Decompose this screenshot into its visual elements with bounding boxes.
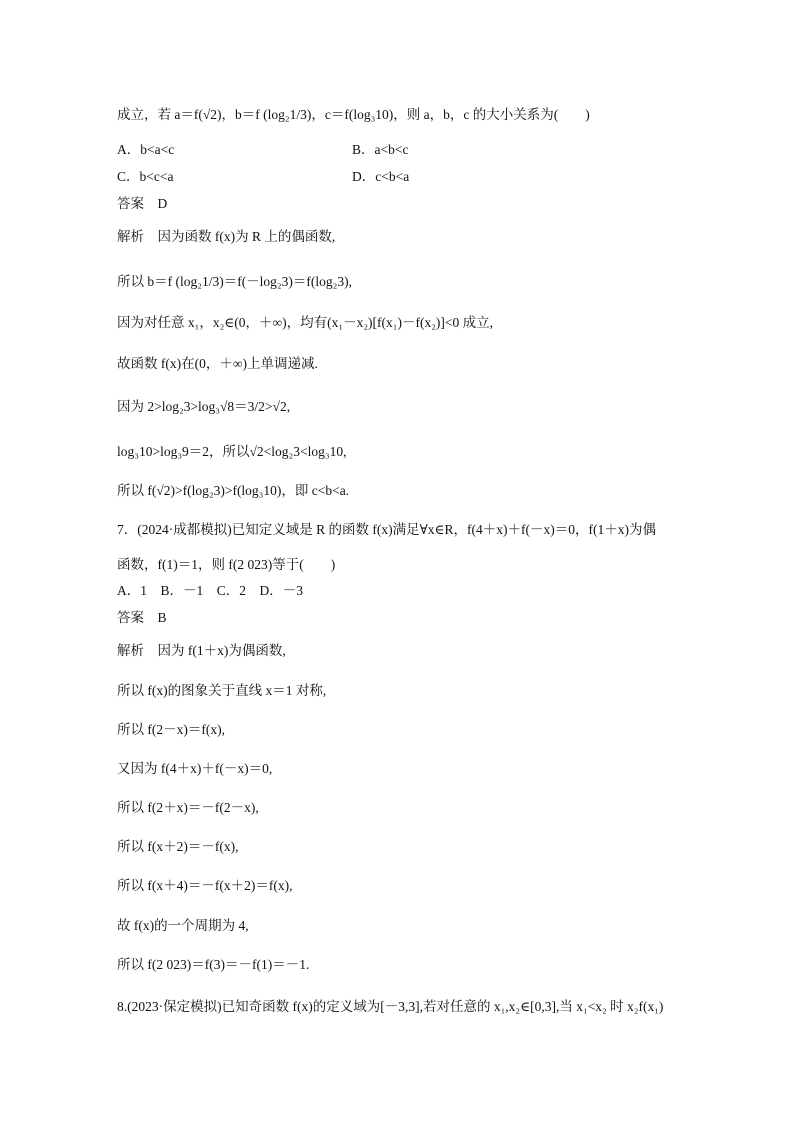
q7-analysis-line: 所以 f(x＋2)＝－f(x), bbox=[117, 839, 239, 854]
q7-analysis-line: 所以 f(x＋4)＝－f(x＋2)＝f(x), bbox=[117, 878, 293, 893]
q6-analysis-line: 解析 因为函数 f(x)为 R 上的偶函数, bbox=[117, 229, 336, 244]
q7-analysis-line: 所以 f(2＋x)＝－f(2－x), bbox=[117, 800, 259, 815]
q7-options: A．1 B．－1 C．2 D．－3 bbox=[117, 583, 304, 598]
q7-analysis-line: 所以 f(2－x)＝f(x), bbox=[117, 722, 225, 737]
q6-answer: 答案 D bbox=[117, 196, 168, 211]
q6-option-d: D．c<b<a bbox=[352, 169, 410, 184]
q7-answer: 答案 B bbox=[117, 610, 167, 625]
q6-analysis-line: 所以 b＝f (log₂1/3)＝f(－log₂3)＝f(log₂3), bbox=[117, 274, 352, 289]
q6-analysis-line: 故函数 f(x)在(0，＋∞)上单调递减. bbox=[117, 356, 318, 371]
q7-stem-line2: 函数，f(1)＝1，则 f(2 023)等于( ) bbox=[117, 557, 336, 572]
q6-analysis-line: log₃10>log₃9＝2，所以√2<log₂3<log₃10, bbox=[117, 444, 347, 459]
q7-analysis-line: 所以 f(2 023)＝f(3)＝－f(1)＝－1. bbox=[117, 957, 310, 972]
q7-analysis-line: 所以 f(x)的图象关于直线 x＝1 对称, bbox=[117, 683, 327, 698]
q6-analysis-line: 因为对任意 x₁，x₂∈(0，＋∞)，均有(x₁－x₂)[f(x₁)－f(x₂)]<0 成立, bbox=[117, 315, 494, 330]
q7-analysis-line: 又因为 f(4＋x)＋f(－x)＝0, bbox=[117, 761, 273, 776]
q7-analysis-line: 故 f(x)的一个周期为 4, bbox=[117, 918, 249, 933]
q7-stem-line1: 7．(2024·成都模拟)已知定义域是 R 的函数 f(x)满足∀x∈R，f(4＋x)＋f(－x)＝0，f(1＋x)为偶 bbox=[117, 522, 656, 537]
q6-analysis-line: 所以 f(√2)>f(log₂3)>f(log₃10)，即 c<b<a. bbox=[117, 483, 350, 498]
q6-analysis-line: 因为 2>log₂3>log₃√8＝3/2>√2, bbox=[117, 399, 291, 414]
q6-option-a: A．b<a<c bbox=[117, 142, 175, 157]
q8-stem: 8.(2023·保定模拟)已知奇函数 f(x)的定义域为[－3,3],若对任意的 x₁,x₂∈[0,3],当 x₁<x₂ 时 x₂f(x₁) bbox=[117, 999, 664, 1014]
q6-option-c: C．b<c<a bbox=[117, 169, 174, 184]
q7-analysis-line: 解析 因为 f(1＋x)为偶函数, bbox=[117, 643, 286, 658]
q6-option-b: B．a<b<c bbox=[352, 142, 409, 157]
q6-stem: 成立，若 a＝f(√2)，b＝f (log₂1/3)，c＝f(log₃10)，则 a，b，c 的大小关系为( ) bbox=[117, 107, 590, 122]
